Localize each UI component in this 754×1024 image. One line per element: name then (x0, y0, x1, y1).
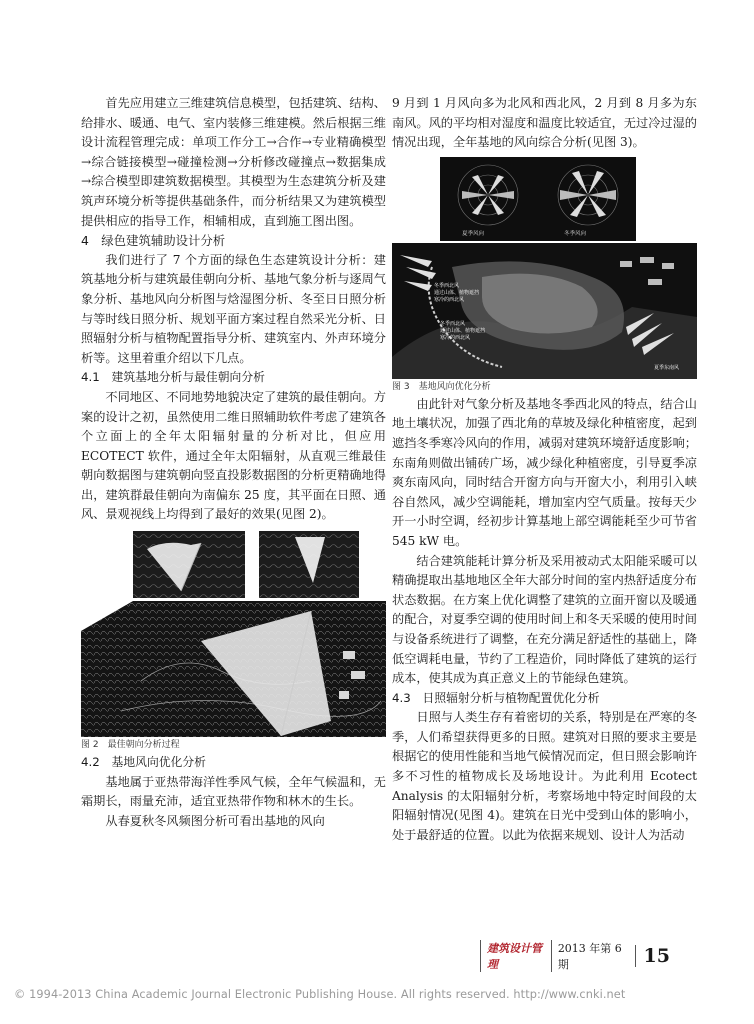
fig3-note-2-line-2: 通过山体、植物遮挡 (440, 327, 486, 334)
section-4-2-paragraph: 基地属于亚热带海洋性季风气候，全年气候温和，无霜期长，雨量充沛，适宜亚热带作物和林木的生长。 (81, 774, 386, 809)
fig3-label-winter: 冬季风向 (564, 230, 587, 237)
fig3-note-2-line-1: 冬季西北风 (440, 320, 466, 327)
issue-label: 2013 年第 6 期 (551, 940, 627, 972)
section-4-1-heading: 4.1 建筑基地分析与最佳朝向分析 (81, 370, 265, 385)
figure-3-image (392, 157, 697, 379)
section-4-3-paragraph: 日照与人类生存有着密切的关系，特别是在严寒的冬季，人们希望获得更多的日照。建筑对日照的要求主要是根据它的使用性能和当地气候情况而定，但日照会影响许多不习性的植物成长及场地设计。为此利用 Ecotect Analysis 的太阳辐射分析，考察场地中特定时间段的太阳辐射情况(见图 4)。建筑在日光中受到山体的影响小，处于最舒适的位置。以此为依据来规划、设计人为活动 (392, 710, 697, 842)
section-4-2-heading: 4.2 基地风向优化分析 (81, 755, 206, 770)
section-4-2-paragraph-2: 从春夏秋冬风频图分析可看出基地的风向 (105, 813, 325, 828)
left-column (81, 94, 386, 831)
section-4-heading: 4 绿色建筑辅助设计分析 (81, 233, 226, 249)
fig3-note-1-line-2: 通过山体、植物遮挡 (434, 289, 480, 296)
figure-3 (392, 157, 697, 379)
figure-2-image (81, 531, 386, 737)
figure-2 (81, 531, 386, 737)
section-4-paragraph: 我们进行了 7 个方面的绿色生态建筑设计分析：建筑基地分析与建筑最佳朝向分析、基地气象分析与逐周气象分析、基地风向分析图与焓湿图分析、冬至日日照分析与等时线日照分析、规划平面方案过程自然采光分析、日照辐射分析与植物配置指导分析、建筑室内、外声环境分析等。这里着重介绍以下几点。 (81, 252, 386, 365)
fig3-note-2-line-3: 寒冷的西北风 (440, 334, 471, 341)
fig3-note-3: 夏季东南风 (654, 364, 680, 371)
wind-strategy-paragraph: 由此针对气象分析及基地冬季西北风的特点，结合山地土壤状况，加强了西北角的草坡及绿化种植密度，起到遮挡冬季寒冷风向的作用，减弱对建筑环境舒适度影响；东南角则做出铺砖广场，减少绿化种植密度，引导夏季凉爽东南风向，同时结合开窗方向与开窗大小，利用引入峡谷自然风，减少空调能耗，增加室内空气质量。按每天少开一小时空调，经初步计算基地上部空调能耗至少可节省 545 kW 电。 (392, 396, 697, 548)
fig3-note-1-line-3: 寒冷的西北风 (434, 296, 465, 303)
fig3-label-summer: 夏季风向 (462, 230, 485, 237)
section-4-3-heading: 4.3 日照辐射分析与植物配置优化分析 (392, 690, 600, 705)
wind-paragraph: 9 月到 1 月风向多为北风和西北风，2 月到 8 月多为东南风。风的平均相对湿度和温度比较适宜，无过冷过湿的情况出现，全年基地的风向综合分析(见图 3)。 (392, 96, 697, 150)
intro-paragraph: 首先应用建立三维建筑信息模型，包括建筑、结构、给排水、暖通、电气、室内装修三维建模。然后根据三维设计流程管理完成：单项工作分工→合作→专业精确模型→综合链接模型→碰撞检测→分析修改碰撞点→数据集成→综合模型即建筑数据模型。其模型为生态建筑分析及建筑声环境分析等提供基础条件，而分析结果又为建筑模型提供相应的指导工作，相辅相成，直到施工图出图。 (81, 96, 386, 228)
fig3-note-1-line-1: 冬季西北风 (434, 282, 460, 289)
page-footer (480, 942, 670, 971)
right-column (392, 94, 697, 845)
page-number: 15 (635, 945, 670, 967)
figure-3-caption: 图 3 基地风向优化分析 (392, 381, 491, 392)
section-4-1-paragraph: 不同地区、不同地势地貌决定了建筑的最佳朝向。方案的设计之初，虽然使用二维日照辅助软件考虑了建筑各个立面上的全年太阳辐射量的分析对比，但应用 ECOTECT 软件，通过全年太阳辐射，从直观三维最佳朝向数据图与建筑朝向竖直投影数据图的分析更精确地得出，建筑群最佳朝向为南偏东 25 度，其平面在日照、通风、景观视线上均得到了最好的效果(见图 2)。 (81, 389, 386, 522)
fig3-wind-rose-panel (440, 157, 636, 241)
figure-2-caption: 图 2 最佳朝向分析过程 (81, 740, 180, 751)
copyright-notice: © 1994-2013 China Academic Journal Electronic Publishing House. All rights reserved. http://www.cnki.net (14, 988, 626, 1001)
energy-paragraph: 结合建筑能耗计算分析及采用被动式太阳能采暖可以精确提取出基地地区全年大部分时间的室内热舒适度分布状态数据。在方案上优化调整了建筑的立面开窗以及暖通的配合，对夏季空调的使用时间上和冬天采暖的使用时间与设备系统进行了调整，在充分满足舒适性的基础上，降低空调耗电量，节约了工程造价，同时降低了建筑的运行成本，使其成为真正意义上的节能绿色建筑。 (392, 553, 697, 686)
journal-name: 建筑设计管理 (480, 940, 545, 972)
